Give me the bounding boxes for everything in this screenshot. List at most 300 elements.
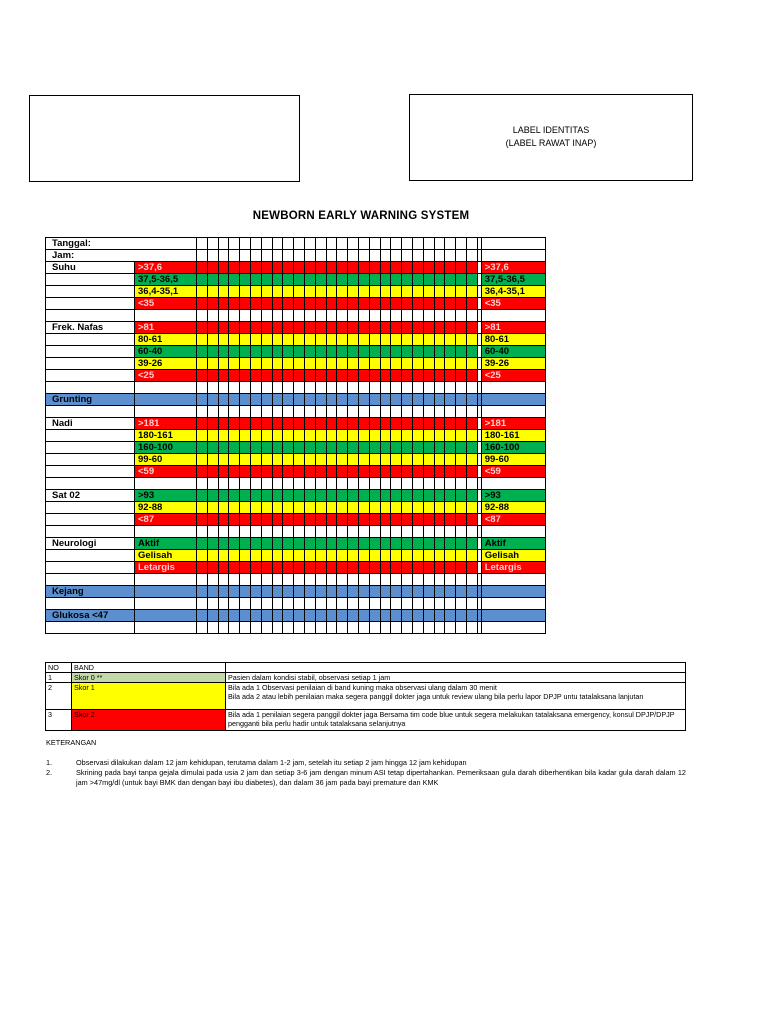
observation-cell[interactable]	[207, 466, 218, 478]
observation-cell[interactable]	[326, 466, 337, 478]
observation-cell[interactable]	[283, 334, 294, 346]
observation-cell[interactable]	[434, 250, 445, 262]
observation-cell[interactable]	[369, 466, 380, 478]
observation-cell[interactable]	[445, 502, 456, 514]
observation-cell[interactable]	[261, 478, 272, 490]
observation-cell[interactable]	[380, 274, 391, 286]
observation-cell[interactable]	[369, 382, 380, 394]
observation-cell[interactable]	[423, 562, 434, 574]
observation-cell[interactable]	[456, 238, 467, 250]
observation-cell[interactable]	[218, 394, 229, 406]
observation-cell[interactable]	[348, 274, 359, 286]
observation-cell[interactable]	[369, 622, 380, 634]
observation-cell[interactable]	[207, 490, 218, 502]
observation-cell[interactable]	[348, 346, 359, 358]
observation-cell[interactable]	[197, 430, 208, 442]
observation-cell[interactable]	[434, 394, 445, 406]
observation-cell[interactable]	[240, 562, 251, 574]
observation-cell[interactable]	[250, 550, 261, 562]
observation-cell[interactable]	[380, 370, 391, 382]
observation-cell[interactable]	[466, 238, 477, 250]
observation-cell[interactable]	[304, 406, 315, 418]
observation-cell[interactable]	[380, 418, 391, 430]
observation-cell[interactable]	[337, 586, 348, 598]
observation-cell[interactable]	[456, 286, 467, 298]
observation-cell[interactable]	[207, 346, 218, 358]
observation-cell[interactable]	[250, 598, 261, 610]
observation-cell[interactable]	[250, 538, 261, 550]
observation-cell[interactable]	[456, 322, 467, 334]
observation-cell[interactable]	[369, 610, 380, 622]
observation-cell[interactable]	[294, 346, 305, 358]
observation-cell[interactable]	[348, 322, 359, 334]
observation-cell[interactable]	[402, 370, 413, 382]
observation-cell[interactable]	[434, 238, 445, 250]
observation-cell[interactable]	[294, 502, 305, 514]
observation-cell[interactable]	[261, 262, 272, 274]
observation-cell[interactable]	[337, 382, 348, 394]
observation-cell[interactable]	[412, 490, 423, 502]
observation-cell[interactable]	[272, 598, 283, 610]
observation-cell[interactable]	[445, 442, 456, 454]
observation-cell[interactable]	[207, 538, 218, 550]
observation-cell[interactable]	[402, 526, 413, 538]
observation-cell[interactable]	[466, 622, 477, 634]
observation-cell[interactable]	[348, 490, 359, 502]
observation-cell[interactable]	[380, 310, 391, 322]
observation-cell[interactable]	[337, 502, 348, 514]
observation-cell[interactable]	[272, 298, 283, 310]
observation-cell[interactable]	[261, 394, 272, 406]
observation-cell[interactable]	[218, 286, 229, 298]
observation-cell[interactable]	[337, 610, 348, 622]
observation-cell[interactable]	[207, 442, 218, 454]
observation-cell[interactable]	[412, 586, 423, 598]
observation-cell[interactable]	[250, 358, 261, 370]
observation-cell[interactable]	[240, 490, 251, 502]
observation-cell[interactable]	[348, 538, 359, 550]
observation-cell[interactable]	[250, 526, 261, 538]
observation-cell[interactable]	[402, 538, 413, 550]
observation-cell[interactable]	[197, 574, 208, 586]
observation-cell[interactable]	[412, 250, 423, 262]
observation-cell[interactable]	[391, 346, 402, 358]
observation-cell[interactable]	[250, 370, 261, 382]
observation-cell[interactable]	[348, 466, 359, 478]
observation-cell[interactable]	[261, 502, 272, 514]
observation-cell[interactable]	[434, 454, 445, 466]
observation-cell[interactable]	[423, 478, 434, 490]
observation-cell[interactable]	[272, 310, 283, 322]
observation-cell[interactable]	[402, 442, 413, 454]
observation-cell[interactable]	[207, 430, 218, 442]
observation-cell[interactable]	[283, 262, 294, 274]
observation-cell[interactable]	[348, 442, 359, 454]
observation-cell[interactable]	[337, 466, 348, 478]
observation-cell[interactable]	[466, 454, 477, 466]
observation-cell[interactable]	[369, 238, 380, 250]
observation-cell[interactable]	[337, 550, 348, 562]
observation-cell[interactable]	[240, 310, 251, 322]
observation-cell[interactable]	[423, 346, 434, 358]
observation-cell[interactable]	[315, 334, 326, 346]
observation-cell[interactable]	[240, 238, 251, 250]
observation-cell[interactable]	[358, 286, 369, 298]
observation-cell[interactable]	[207, 514, 218, 526]
observation-cell[interactable]	[197, 490, 208, 502]
observation-cell[interactable]	[466, 550, 477, 562]
observation-cell[interactable]	[240, 586, 251, 598]
observation-cell[interactable]	[466, 418, 477, 430]
observation-cell[interactable]	[304, 598, 315, 610]
observation-cell[interactable]	[326, 454, 337, 466]
observation-cell[interactable]	[445, 394, 456, 406]
observation-cell[interactable]	[218, 586, 229, 598]
observation-cell[interactable]	[380, 358, 391, 370]
observation-cell[interactable]	[250, 490, 261, 502]
observation-cell[interactable]	[207, 238, 218, 250]
observation-cell[interactable]	[369, 274, 380, 286]
observation-cell[interactable]	[283, 454, 294, 466]
observation-cell[interactable]	[197, 454, 208, 466]
observation-cell[interactable]	[283, 610, 294, 622]
observation-cell[interactable]	[434, 442, 445, 454]
observation-cell[interactable]	[240, 322, 251, 334]
observation-cell[interactable]	[229, 430, 240, 442]
observation-cell[interactable]	[412, 562, 423, 574]
observation-cell[interactable]	[434, 526, 445, 538]
observation-cell[interactable]	[337, 442, 348, 454]
observation-cell[interactable]	[423, 526, 434, 538]
observation-cell[interactable]	[466, 298, 477, 310]
observation-cell[interactable]	[283, 394, 294, 406]
observation-cell[interactable]	[283, 598, 294, 610]
observation-cell[interactable]	[445, 526, 456, 538]
observation-cell[interactable]	[240, 502, 251, 514]
observation-cell[interactable]	[391, 274, 402, 286]
observation-cell[interactable]	[391, 286, 402, 298]
observation-cell[interactable]	[456, 442, 467, 454]
observation-cell[interactable]	[348, 430, 359, 442]
observation-cell[interactable]	[240, 622, 251, 634]
observation-cell[interactable]	[445, 250, 456, 262]
observation-cell[interactable]	[380, 382, 391, 394]
observation-cell[interactable]	[326, 274, 337, 286]
observation-cell[interactable]	[229, 286, 240, 298]
observation-cell[interactable]	[261, 298, 272, 310]
observation-cell[interactable]	[218, 430, 229, 442]
observation-cell[interactable]	[250, 514, 261, 526]
observation-cell[interactable]	[466, 538, 477, 550]
observation-cell[interactable]	[326, 286, 337, 298]
observation-cell[interactable]	[197, 466, 208, 478]
observation-cell[interactable]	[250, 346, 261, 358]
observation-cell[interactable]	[294, 574, 305, 586]
observation-cell[interactable]	[207, 310, 218, 322]
observation-cell[interactable]	[326, 394, 337, 406]
observation-cell[interactable]	[402, 514, 413, 526]
observation-cell[interactable]	[348, 382, 359, 394]
observation-cell[interactable]	[402, 502, 413, 514]
observation-cell[interactable]	[380, 334, 391, 346]
observation-cell[interactable]	[369, 418, 380, 430]
observation-cell[interactable]	[402, 358, 413, 370]
observation-cell[interactable]	[456, 622, 467, 634]
observation-cell[interactable]	[283, 274, 294, 286]
observation-cell[interactable]	[304, 454, 315, 466]
observation-cell[interactable]	[294, 454, 305, 466]
observation-cell[interactable]	[466, 286, 477, 298]
observation-cell[interactable]	[272, 238, 283, 250]
observation-cell[interactable]	[250, 454, 261, 466]
observation-cell[interactable]	[348, 574, 359, 586]
observation-cell[interactable]	[358, 250, 369, 262]
observation-cell[interactable]	[337, 490, 348, 502]
observation-cell[interactable]	[402, 598, 413, 610]
observation-cell[interactable]	[294, 610, 305, 622]
observation-cell[interactable]	[261, 574, 272, 586]
observation-cell[interactable]	[229, 334, 240, 346]
observation-cell[interactable]	[315, 238, 326, 250]
observation-cell[interactable]	[261, 622, 272, 634]
observation-cell[interactable]	[466, 382, 477, 394]
observation-cell[interactable]	[229, 562, 240, 574]
observation-cell[interactable]	[304, 502, 315, 514]
observation-cell[interactable]	[272, 358, 283, 370]
observation-cell[interactable]	[240, 430, 251, 442]
observation-cell[interactable]	[445, 550, 456, 562]
observation-cell[interactable]	[380, 346, 391, 358]
observation-cell[interactable]	[272, 574, 283, 586]
observation-cell[interactable]	[294, 394, 305, 406]
observation-cell[interactable]	[261, 358, 272, 370]
observation-cell[interactable]	[272, 538, 283, 550]
observation-cell[interactable]	[294, 622, 305, 634]
observation-cell[interactable]	[380, 538, 391, 550]
observation-cell[interactable]	[326, 502, 337, 514]
observation-cell[interactable]	[380, 490, 391, 502]
observation-cell[interactable]	[283, 526, 294, 538]
observation-cell[interactable]	[391, 622, 402, 634]
observation-cell[interactable]	[240, 514, 251, 526]
observation-cell[interactable]	[380, 262, 391, 274]
observation-cell[interactable]	[466, 310, 477, 322]
observation-cell[interactable]	[380, 562, 391, 574]
observation-cell[interactable]	[294, 514, 305, 526]
observation-cell[interactable]	[207, 622, 218, 634]
observation-cell[interactable]	[229, 394, 240, 406]
observation-cell[interactable]	[391, 466, 402, 478]
observation-cell[interactable]	[197, 322, 208, 334]
observation-cell[interactable]	[283, 550, 294, 562]
observation-cell[interactable]	[380, 238, 391, 250]
observation-cell[interactable]	[326, 610, 337, 622]
observation-cell[interactable]	[456, 406, 467, 418]
observation-cell[interactable]	[412, 406, 423, 418]
observation-cell[interactable]	[412, 574, 423, 586]
observation-cell[interactable]	[207, 478, 218, 490]
observation-cell[interactable]	[445, 430, 456, 442]
observation-cell[interactable]	[261, 238, 272, 250]
observation-cell[interactable]	[445, 406, 456, 418]
observation-cell[interactable]	[304, 250, 315, 262]
observation-cell[interactable]	[229, 322, 240, 334]
observation-cell[interactable]	[412, 466, 423, 478]
observation-cell[interactable]	[348, 238, 359, 250]
observation-cell[interactable]	[423, 454, 434, 466]
observation-cell[interactable]	[261, 490, 272, 502]
observation-cell[interactable]	[412, 538, 423, 550]
observation-cell[interactable]	[197, 286, 208, 298]
observation-cell[interactable]	[380, 394, 391, 406]
observation-cell[interactable]	[326, 238, 337, 250]
observation-cell[interactable]	[434, 490, 445, 502]
observation-cell[interactable]	[369, 250, 380, 262]
observation-cell[interactable]	[197, 358, 208, 370]
observation-cell[interactable]	[250, 586, 261, 598]
observation-cell[interactable]	[261, 586, 272, 598]
observation-cell[interactable]	[434, 610, 445, 622]
observation-cell[interactable]	[207, 250, 218, 262]
observation-cell[interactable]	[348, 358, 359, 370]
observation-cell[interactable]	[304, 418, 315, 430]
observation-cell[interactable]	[207, 610, 218, 622]
observation-cell[interactable]	[197, 310, 208, 322]
observation-cell[interactable]	[412, 370, 423, 382]
observation-cell[interactable]	[272, 430, 283, 442]
observation-cell[interactable]	[423, 262, 434, 274]
observation-cell[interactable]	[412, 550, 423, 562]
observation-cell[interactable]	[294, 538, 305, 550]
observation-cell[interactable]	[197, 514, 208, 526]
observation-cell[interactable]	[326, 442, 337, 454]
observation-cell[interactable]	[402, 466, 413, 478]
observation-cell[interactable]	[272, 334, 283, 346]
observation-cell[interactable]	[250, 622, 261, 634]
observation-cell[interactable]	[229, 550, 240, 562]
observation-cell[interactable]	[445, 370, 456, 382]
observation-cell[interactable]	[445, 622, 456, 634]
observation-cell[interactable]	[412, 238, 423, 250]
observation-cell[interactable]	[294, 370, 305, 382]
observation-cell[interactable]	[391, 358, 402, 370]
observation-cell[interactable]	[283, 478, 294, 490]
observation-cell[interactable]	[218, 238, 229, 250]
observation-cell[interactable]	[229, 622, 240, 634]
observation-cell[interactable]	[197, 274, 208, 286]
observation-cell[interactable]	[250, 442, 261, 454]
observation-cell[interactable]	[218, 454, 229, 466]
observation-cell[interactable]	[315, 322, 326, 334]
observation-cell[interactable]	[402, 274, 413, 286]
observation-cell[interactable]	[218, 310, 229, 322]
observation-cell[interactable]	[197, 370, 208, 382]
observation-cell[interactable]	[434, 370, 445, 382]
observation-cell[interactable]	[207, 526, 218, 538]
observation-cell[interactable]	[218, 526, 229, 538]
observation-cell[interactable]	[304, 526, 315, 538]
observation-cell[interactable]	[315, 250, 326, 262]
observation-cell[interactable]	[445, 466, 456, 478]
observation-cell[interactable]	[229, 370, 240, 382]
observation-cell[interactable]	[250, 262, 261, 274]
observation-cell[interactable]	[229, 490, 240, 502]
observation-cell[interactable]	[466, 598, 477, 610]
observation-cell[interactable]	[412, 322, 423, 334]
observation-cell[interactable]	[358, 346, 369, 358]
observation-cell[interactable]	[229, 610, 240, 622]
observation-cell[interactable]	[423, 382, 434, 394]
observation-cell[interactable]	[261, 598, 272, 610]
observation-cell[interactable]	[423, 394, 434, 406]
observation-cell[interactable]	[466, 394, 477, 406]
observation-cell[interactable]	[240, 418, 251, 430]
observation-cell[interactable]	[261, 454, 272, 466]
observation-cell[interactable]	[218, 538, 229, 550]
observation-cell[interactable]	[207, 394, 218, 406]
observation-cell[interactable]	[391, 394, 402, 406]
observation-cell[interactable]	[207, 586, 218, 598]
observation-cell[interactable]	[197, 562, 208, 574]
observation-cell[interactable]	[445, 538, 456, 550]
observation-cell[interactable]	[423, 586, 434, 598]
observation-cell[interactable]	[197, 250, 208, 262]
observation-cell[interactable]	[391, 250, 402, 262]
observation-cell[interactable]	[445, 586, 456, 598]
observation-cell[interactable]	[358, 490, 369, 502]
observation-cell[interactable]	[466, 562, 477, 574]
observation-cell[interactable]	[304, 334, 315, 346]
observation-cell[interactable]	[337, 478, 348, 490]
observation-cell[interactable]	[358, 502, 369, 514]
observation-cell[interactable]	[337, 358, 348, 370]
observation-cell[interactable]	[402, 334, 413, 346]
observation-cell[interactable]	[348, 598, 359, 610]
observation-cell[interactable]	[466, 526, 477, 538]
observation-cell[interactable]	[326, 358, 337, 370]
observation-cell[interactable]	[304, 586, 315, 598]
observation-cell[interactable]	[240, 526, 251, 538]
observation-cell[interactable]	[466, 262, 477, 274]
observation-cell[interactable]	[369, 562, 380, 574]
observation-cell[interactable]	[250, 574, 261, 586]
observation-cell[interactable]	[240, 394, 251, 406]
observation-cell[interactable]	[391, 598, 402, 610]
observation-cell[interactable]	[197, 298, 208, 310]
observation-cell[interactable]	[294, 382, 305, 394]
observation-cell[interactable]	[348, 286, 359, 298]
observation-cell[interactable]	[283, 322, 294, 334]
observation-cell[interactable]	[402, 406, 413, 418]
observation-cell[interactable]	[326, 538, 337, 550]
observation-cell[interactable]	[261, 538, 272, 550]
observation-cell[interactable]	[315, 466, 326, 478]
observation-cell[interactable]	[304, 610, 315, 622]
observation-cell[interactable]	[466, 370, 477, 382]
observation-cell[interactable]	[445, 238, 456, 250]
observation-cell[interactable]	[402, 250, 413, 262]
observation-cell[interactable]	[434, 574, 445, 586]
observation-cell[interactable]	[402, 574, 413, 586]
observation-cell[interactable]	[315, 622, 326, 634]
observation-cell[interactable]	[369, 262, 380, 274]
observation-cell[interactable]	[358, 382, 369, 394]
observation-cell[interactable]	[261, 286, 272, 298]
observation-cell[interactable]	[434, 406, 445, 418]
observation-cell[interactable]	[466, 586, 477, 598]
observation-cell[interactable]	[283, 250, 294, 262]
observation-cell[interactable]	[250, 382, 261, 394]
